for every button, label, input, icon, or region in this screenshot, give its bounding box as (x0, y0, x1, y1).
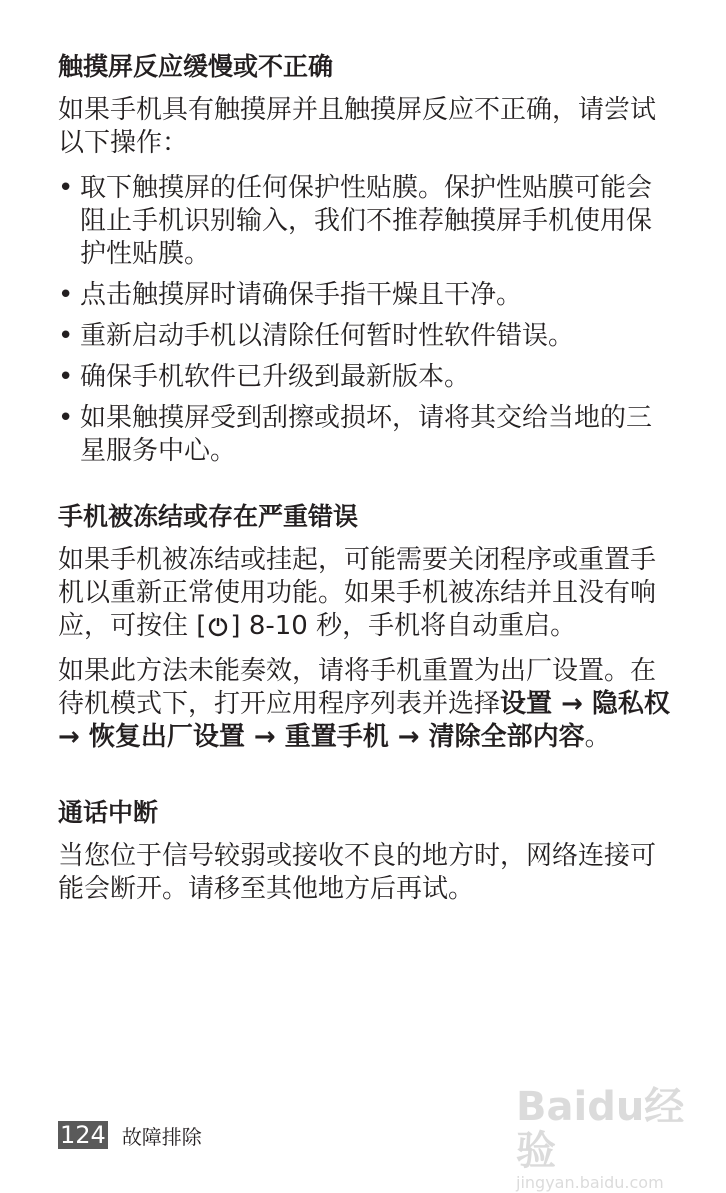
page-content (58, 50, 672, 918)
bullet-dot: • (58, 362, 74, 392)
bullet-dot: • (58, 173, 74, 203)
page-footer (58, 1121, 202, 1149)
section-title: 触摸屏反应缓慢或不正确 (58, 52, 334, 81)
list-item-text: 确保手机软件已升级到最新版本。 (80, 362, 471, 392)
settings-path: 设置 → 隐私权 → 恢复出厂设置 → 重置手机 → 清除全部内容 (58, 689, 670, 752)
section-paragraph (58, 655, 672, 754)
bullet-list (58, 172, 672, 468)
list-item (58, 320, 672, 353)
bullet-dot: • (58, 321, 74, 351)
chapter-label: 故障排除 (121, 1124, 202, 1149)
list-item (58, 172, 672, 271)
list-item-text: 点击触摸屏时请确保手指干燥且干净。 (80, 280, 523, 310)
page-number: 124 (60, 1121, 106, 1149)
watermark-url: jingyan.baidu.com (516, 1173, 664, 1192)
section-call-drop (58, 796, 672, 906)
list-item (58, 279, 672, 312)
watermark (516, 1084, 686, 1192)
list-item-text: 取下触摸屏的任何保护性贴膜。保护性贴膜可能会阻止手机识别输入，我们不推荐触摸屏手机使用保护性贴膜。 (80, 173, 653, 269)
bullet-dot: • (58, 280, 74, 310)
watermark-logo: Baidu经验 (516, 1084, 685, 1174)
paragraph-text: 。 (584, 722, 611, 752)
paragraph-text: 如果此方法未能奏效，请将手机重置为出厂设置。在待机模式下，打开应用程序列表并选择 (58, 656, 657, 719)
section-paragraph (58, 544, 672, 643)
list-item-text: 如果触摸屏受到刮擦或损坏，请将其交给当地的三星服务中心。 (80, 403, 653, 466)
paragraph-text: 如果手机被冻结或挂起，可能需要关闭程序或重置手机以重新正常使用功能。如果手机被冻结并且没有响应，可按住 [ (58, 545, 657, 641)
section-touchscreen (58, 50, 672, 468)
section-paragraph: 当您位于信号较弱或接收不良的地方时，网络连接可能会断开。请移至其他地方后再试。 (58, 841, 657, 904)
section-title: 手机被冻结或存在严重错误 (58, 502, 359, 531)
list-item-text: 重新启动手机以清除任何暂时性软件错误。 (80, 321, 575, 351)
section-intro: 如果手机具有触摸屏并且触摸屏反应不正确，请尝试以下操作： (58, 95, 657, 158)
list-item (58, 402, 672, 468)
bullet-dot: • (58, 403, 74, 433)
section-frozen (58, 500, 672, 754)
section-title: 通话中断 (58, 798, 159, 827)
paragraph-text: ] 8-10 秒，手机将自动重启。 (230, 611, 577, 641)
power-icon (206, 614, 230, 638)
list-item (58, 361, 672, 394)
